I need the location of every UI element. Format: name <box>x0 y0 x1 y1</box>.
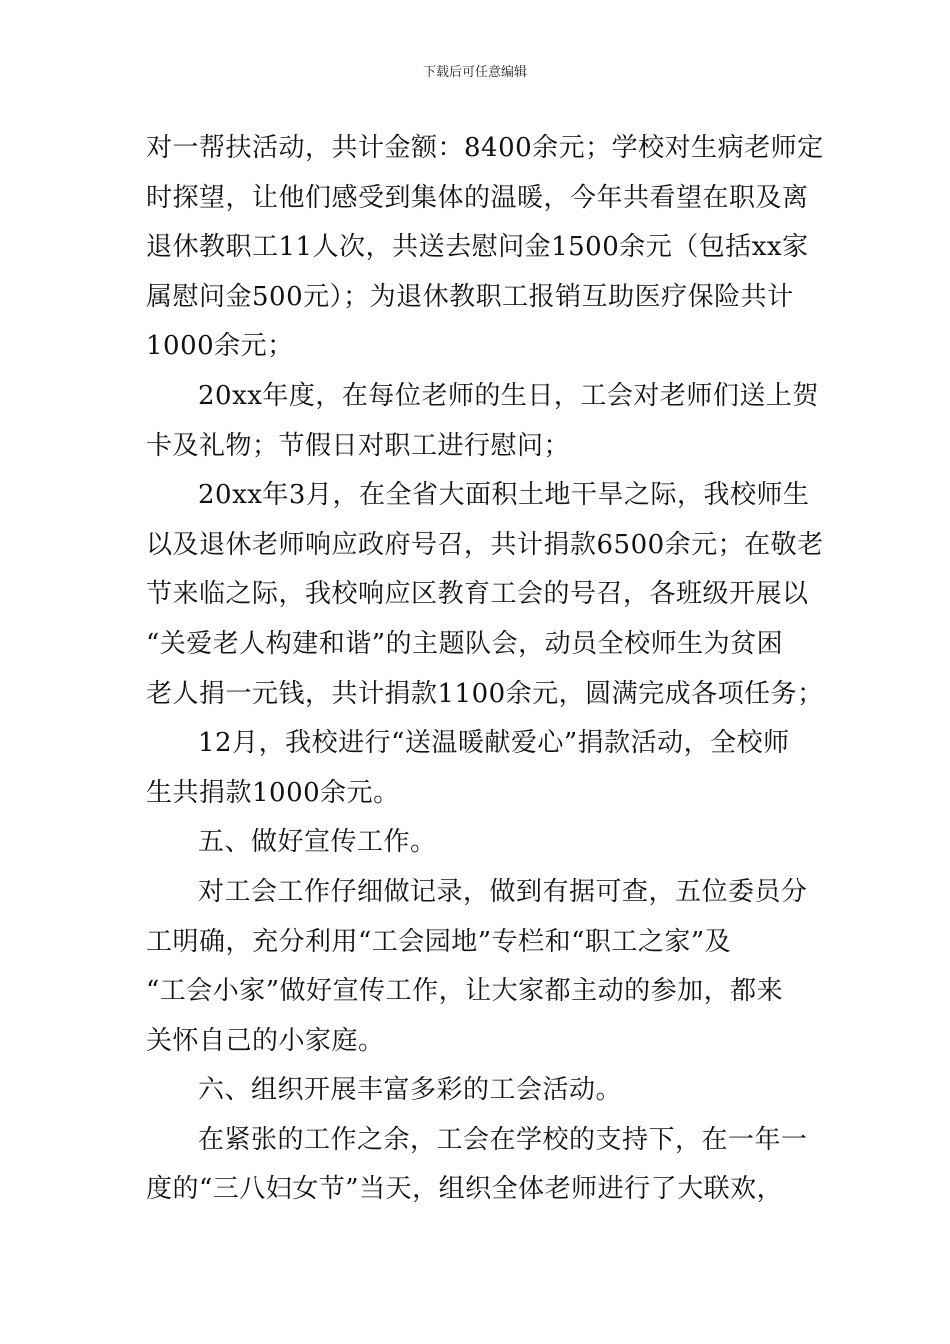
text-line: 以及退休老师响应政府号召，共计捐款6500余元；在敬老 <box>146 529 824 560</box>
text-line: 12月，我校进行“送温暖献爱心”捐款活动，全校师 <box>198 728 790 759</box>
text-line: 1000余元； <box>146 331 294 362</box>
text-line: 对一帮扶活动，共计金额：8400余元；学校对生病老师定 <box>146 133 824 163</box>
text-line: 生共捐款1000余元。 <box>146 777 400 808</box>
text-line: 五、做好宣传工作。 <box>198 827 437 858</box>
text-line: 六、组织开展丰富多彩的工会活动。 <box>198 1075 623 1106</box>
text-line: 时探望，让他们感受到集体的温暖，今年共看望在职及离 <box>146 182 809 213</box>
document-body <box>146 124 824 1215</box>
text-line: 20xx年3月，在全省大面积土地干旱之际，我校师生 <box>198 480 810 511</box>
text-line: 工明确，充分利用“工会园地”专栏和“职工之家”及 <box>146 926 732 957</box>
text-line: 老人捐一元钱，共计捐款1100余元，圆满完成各项任务； <box>146 678 824 709</box>
text-line: “关爱老人构建和谐”的主题队会，动员全校师生为贫困 <box>146 628 784 659</box>
text-line: “工会小家”做好宣传工作，让大家都主动的参加，都来 <box>146 976 784 1007</box>
text-line: 节来临之际，我校响应区教育工会的号召，各班级开展以 <box>146 579 809 610</box>
text-line: 属慰问金500元）；为退休教职工报销互助医疗保险共计 <box>146 281 794 312</box>
page-header: 下载后可任意编辑 <box>422 65 527 80</box>
text-line: 关怀自己的小家庭。 <box>146 1025 385 1056</box>
text-line: 20xx年度，在每位老师的生日，工会对老师们送上贺 <box>198 380 819 411</box>
text-line: 卡及礼物；节假日对职工进行慰问； <box>146 430 571 461</box>
text-line: 度的“三八妇女节”当天，组织全体老师进行了大联欢， <box>146 1174 784 1205</box>
text-line: 退休教职工11人次，共送去慰问金1500余元（包括xx家 <box>146 232 809 263</box>
text-line: 对工会工作仔细做记录，做到有据可查，五位委员分 <box>198 876 808 907</box>
text-line: 在紧张的工作之余，工会在学校的支持下，在一年一 <box>198 1124 808 1155</box>
